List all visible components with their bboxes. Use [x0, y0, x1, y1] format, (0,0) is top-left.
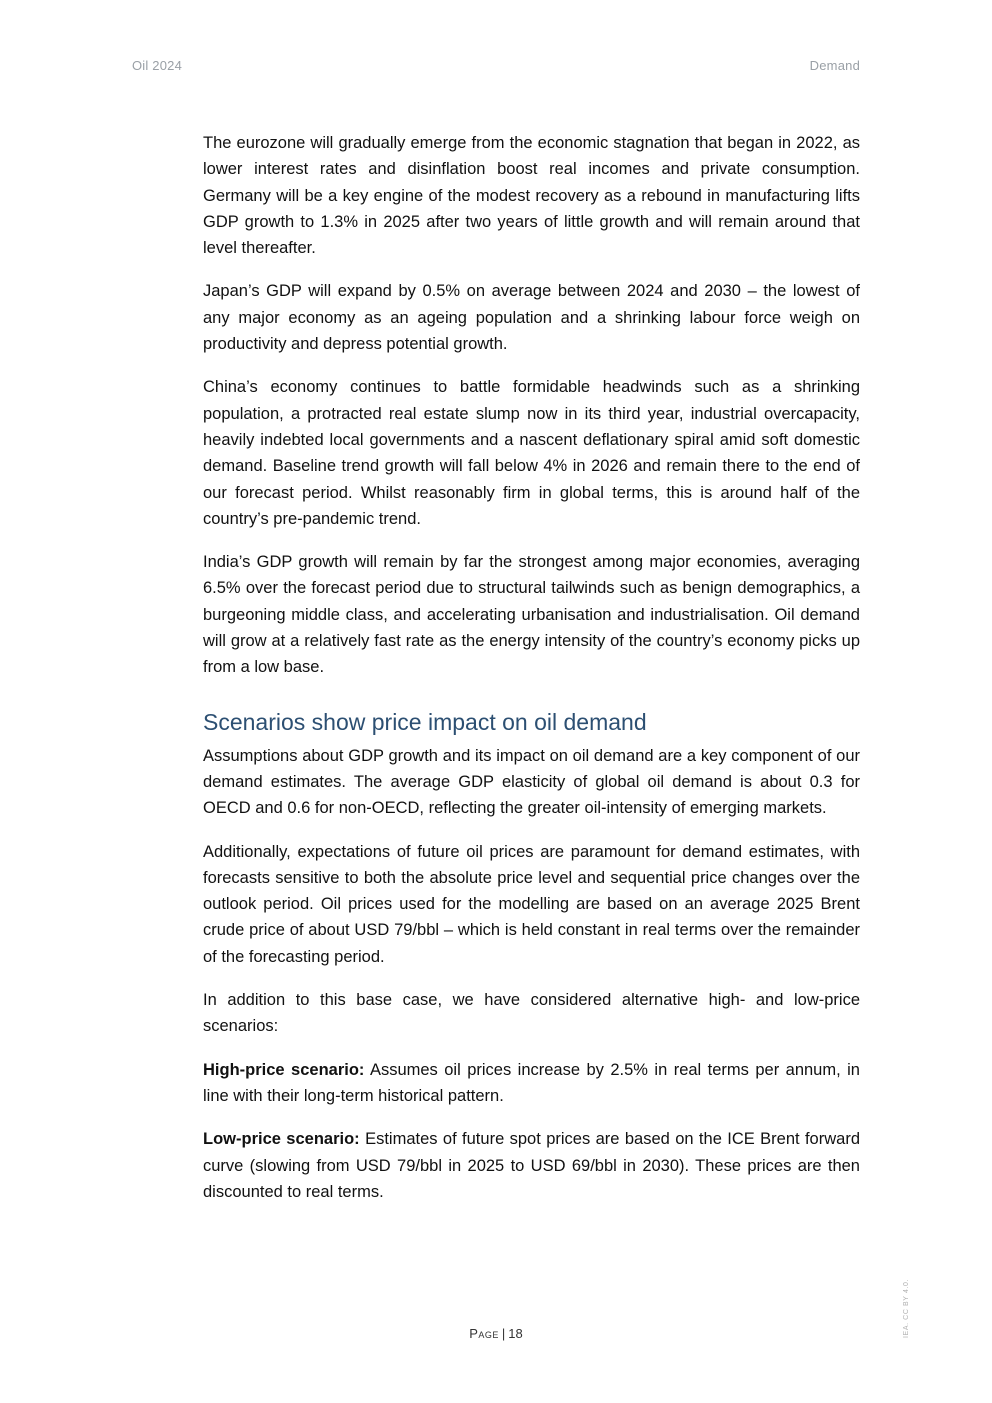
- section-heading: Scenarios show price impact on oil demand: [203, 708, 647, 735]
- paragraph-gdp-assumptions: Assumptions about GDP growth and its impact on oil demand are a key component of our demand estimates. The average GDP elasticity of global oil demand is about 0.3 for OECD and 0.6 for non-OECD, reflecting the greater oil-intensity of emerging markets.: [203, 746, 860, 818]
- paragraph-china: China’s economy continues to battle formidable headwinds such as a shrinking population, a protracted real estate slump now in its third year, industrial overcapacity, heavily indebted local governments and a nascent deflationary spiral amid soft domestic demand. Baseline trend growth will fall below 4% in 2026 and remain there to the end of our forecast period. Whilst reasonably firm in global terms, this is around half of the country’s pre-pandemic trend.: [203, 378, 860, 528]
- page-label: Page: [469, 1326, 499, 1341]
- low-price-label: Low-price scenario:: [203, 1130, 360, 1149]
- paragraph-oil-price-expectations: Additionally, expectations of future oil prices are paramount for demand estimates, with forecasts sensitive to both the absolute price level and sequential price changes over the outlook period. Oil prices used for the modelling are based on an average 2025 Brent crude price of about USD 79/bbl – which is held constant in real terms over the remainder of the forecasting period.: [203, 842, 860, 966]
- high-price-label: High-price scenario:: [203, 1060, 365, 1079]
- low-price-scenario: [203, 1126, 860, 1205]
- paragraph-alternative-scenarios: In addition to this base case, we have considered alternative high- and low-price scenarios:: [203, 991, 860, 1036]
- page-footer: [0, 1326, 992, 1341]
- page-number: 18: [508, 1326, 523, 1341]
- license-mark: IEA. CC BY 4.0.: [903, 1278, 910, 1338]
- low-price-text: Estimates of future spot prices are based on the ICE Brent forward curve (slowing from USD 79/bbl in 2025 to USD 69/bbl in 2030). These prices are then discounted to real terms.: [203, 1130, 860, 1201]
- high-price-scenario: [203, 1057, 860, 1110]
- paragraph-eurozone: The eurozone will gradually emerge from the economic stagnation that began in 2022, as lower interest rates and disinflation boost real incomes and private consumption. Germany will be a key engine of the modest recovery as a rebound in manufacturing lifts GDP growth to 1.3% in 2025 after two years of little growth and will remain around that level thereafter.: [203, 134, 860, 258]
- page-separator: |: [501, 1326, 506, 1341]
- running-header-right: Demand: [809, 58, 860, 73]
- page-body: [203, 130, 860, 1222]
- paragraph-india: India’s GDP growth will remain by far the strongest among major economies, averaging 6.5% over the forecast period due to structural tailwinds such as benign demographics, a burgeoning middle class, and accelerating urbanisation and industrialisation. Oil demand will grow at a relatively fast rate as the energy intensity of the country’s economy picks up from a low base.: [203, 553, 860, 677]
- paragraph-japan: Japan’s GDP will expand by 0.5% on average between 2024 and 2030 – the lowest of any major economy as an ageing population and a shrinking labour force weigh on productivity and depress potential growth.: [203, 282, 860, 354]
- running-header-left: Oil 2024: [132, 58, 183, 73]
- high-price-text: Assumes oil prices increase by 2.5% in real terms per annum, in line with their long-term historical pattern.: [203, 1060, 860, 1105]
